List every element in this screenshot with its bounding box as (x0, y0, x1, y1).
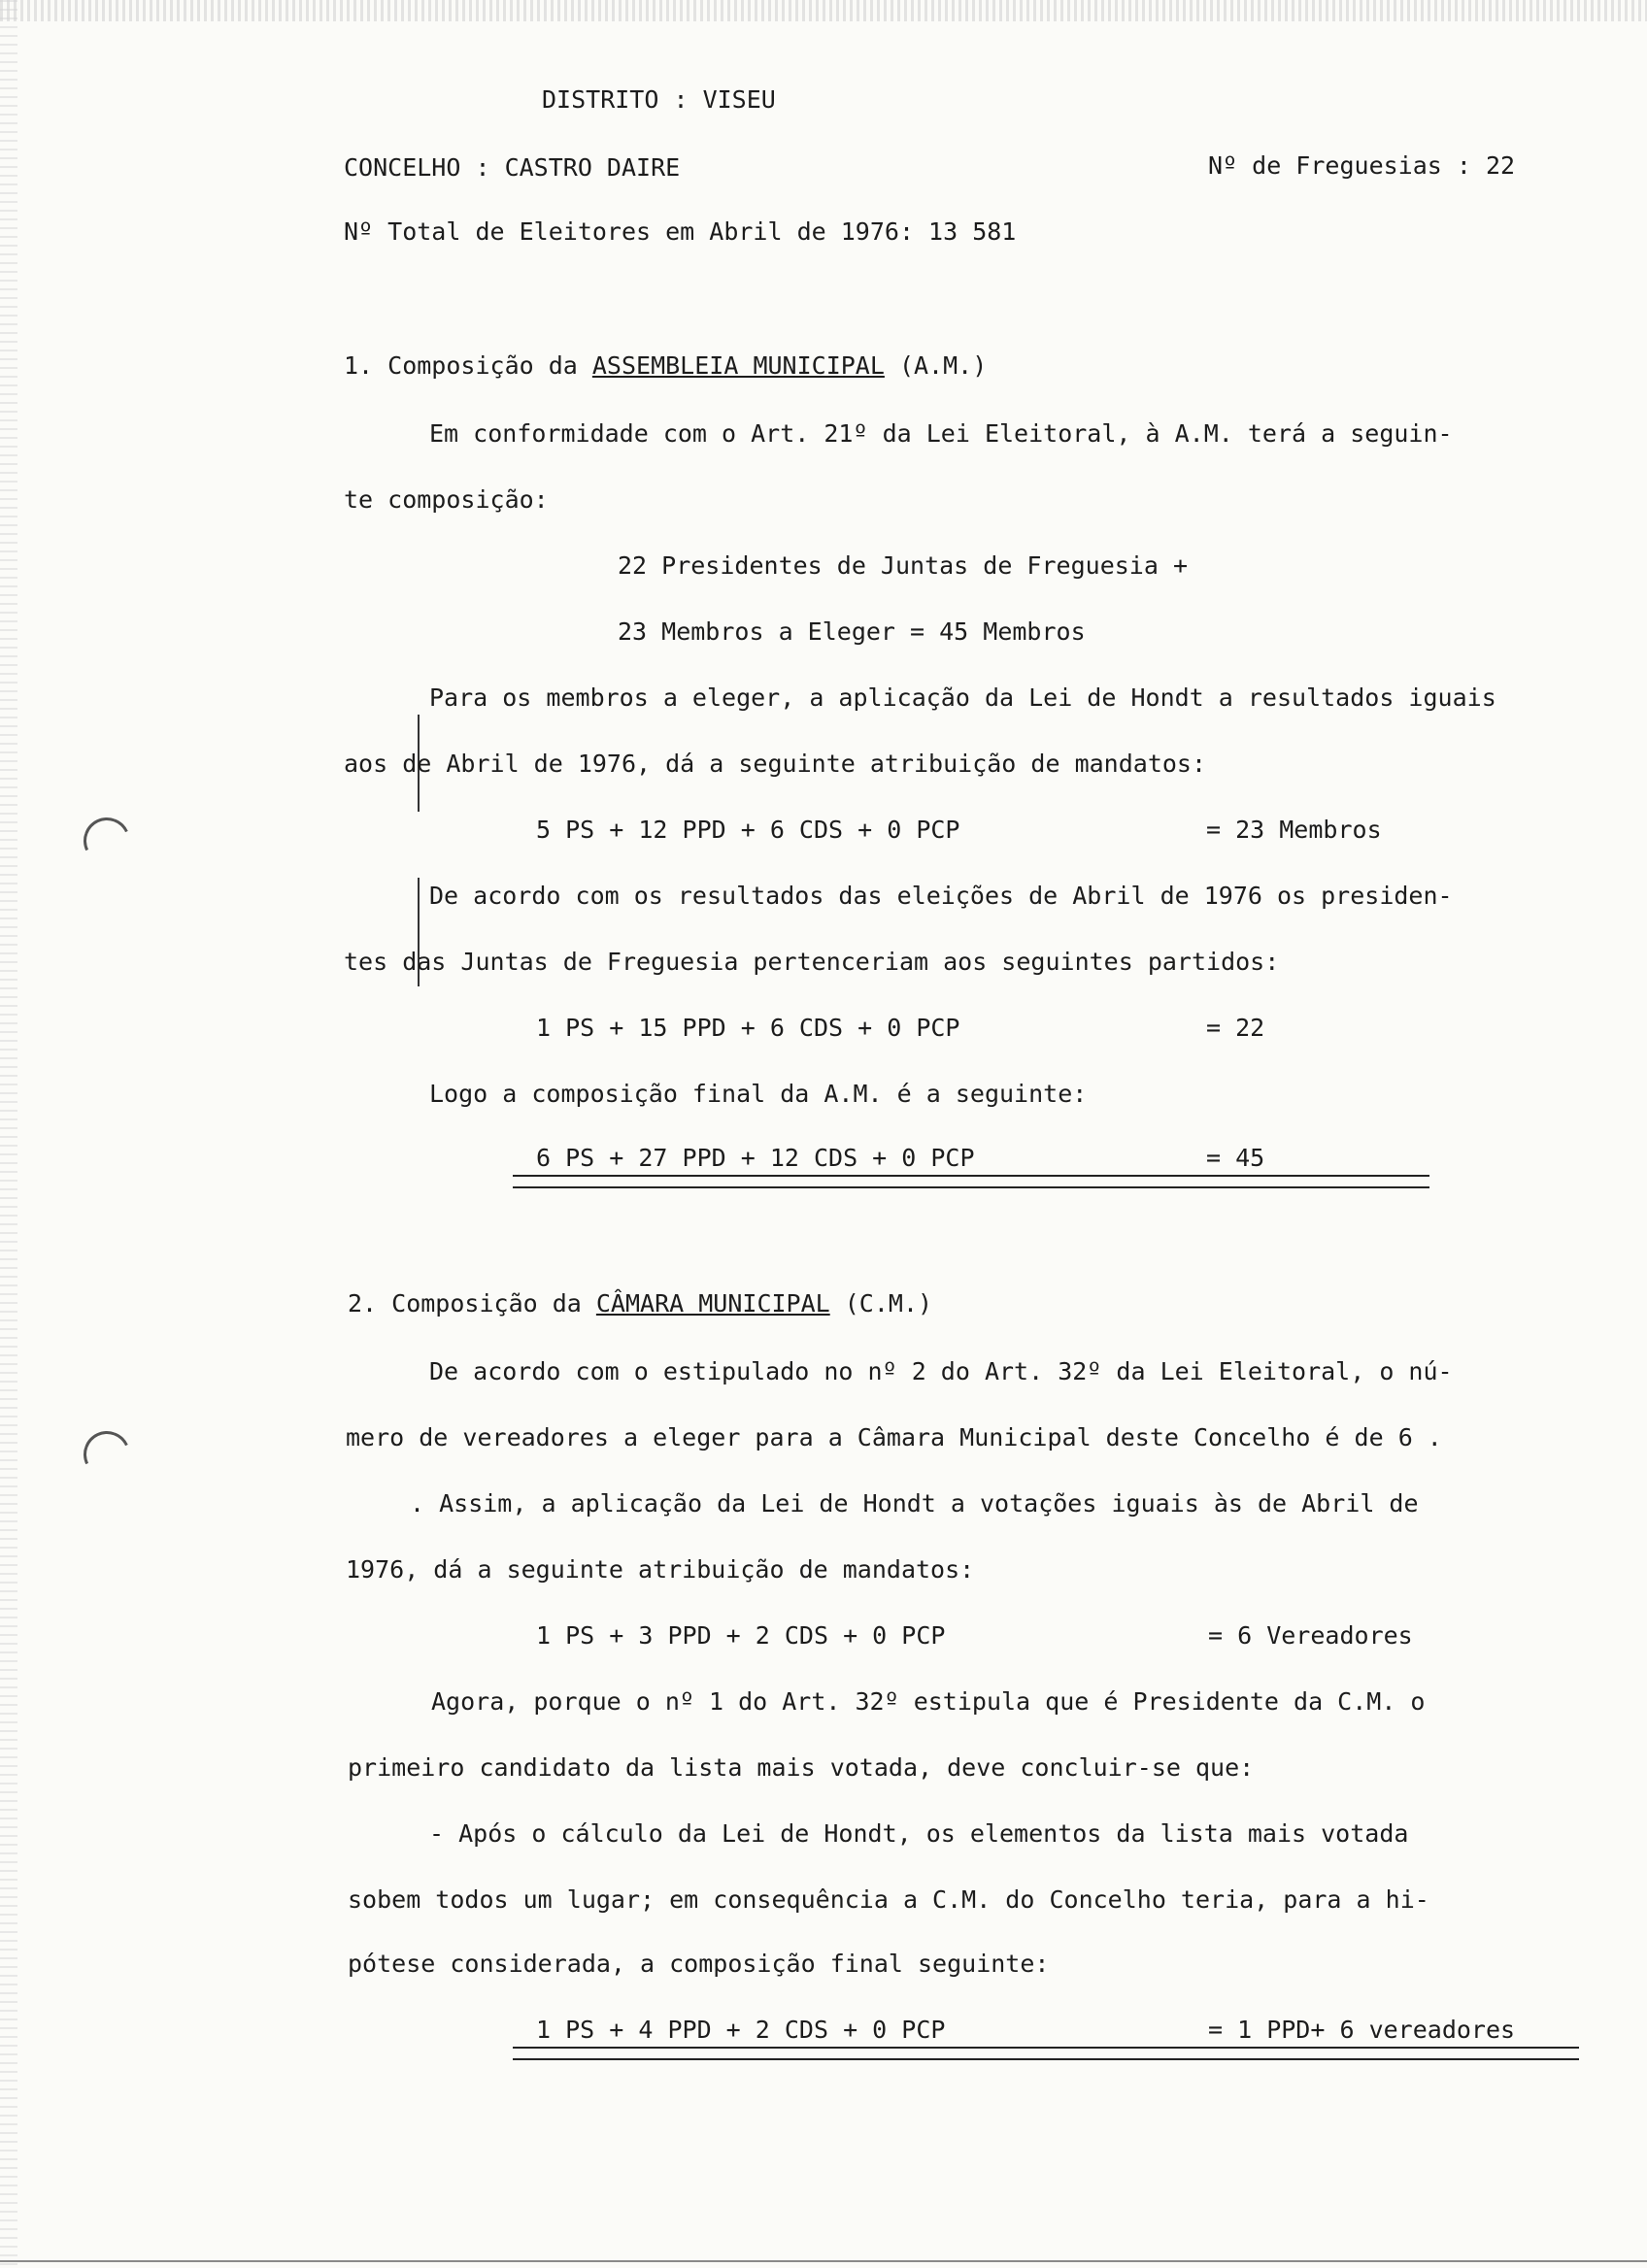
concelho-line: CONCELHO : CASTRO DAIRE (344, 153, 681, 182)
section2-paragraph: De acordo com o estipulado no nº 2 do Art. 32º da Lei Eleitoral, o nú- (429, 1357, 1453, 1385)
final-equation-result: = 1 PPD+ 6 vereadores (1208, 2016, 1516, 2044)
section2-paragraph: . Assim, a aplicação da Lei de Hondt a votações iguais às de Abril de (410, 1489, 1419, 1518)
section1-heading-prefix: 1. Composição da (344, 351, 592, 380)
equation-line: 5 PS + 12 PPD + 6 CDS + 0 PCP (536, 816, 960, 844)
section2-paragraph: mero de vereadores a eleger para a Câmara Municipal deste Concelho é de 6 . (346, 1423, 1442, 1451)
distrito-line: DISTRITO : VISEU (542, 85, 776, 114)
section2-heading-prefix: 2. Composição da (348, 1289, 596, 1317)
section2-paragraph: pótese considerada, a composição final seguinte: (348, 1950, 1050, 1978)
equation-line: 1 PS + 3 PPD + 2 CDS + 0 PCP (536, 1621, 946, 1650)
section2-paragraph: sobem todos um lugar; em consequência a C.M. do Concelho teria, para a hi- (348, 1885, 1429, 1914)
scan-top-edge (0, 0, 1647, 21)
underline-rule (513, 1175, 1429, 1177)
section1-heading-suffix: (A.M.) (884, 351, 988, 380)
equation-line: 1 PS + 15 PPD + 6 CDS + 0 PCP (536, 1014, 960, 1042)
section1-heading-title: ASSEMBLEIA MUNICIPAL (591, 351, 885, 380)
section1-paragraph: te composição: (344, 485, 549, 514)
scan-bottom-edge (0, 2260, 1647, 2262)
freguesias-count: Nº de Freguesias : 22 (1208, 151, 1516, 180)
underline-rule (513, 1186, 1429, 1188)
section2-heading-title: CÂMARA MUNICIPAL (595, 1289, 830, 1317)
equation-result: = 23 Membros (1206, 816, 1382, 844)
total-eleitores: Nº Total de Eleitores em Abril de 1976: 13 581 (344, 217, 1017, 246)
composition-line: 22 Presidentes de Juntas de Freguesia + (618, 551, 1188, 580)
scan-left-edge (0, 0, 17, 2268)
section1-paragraph: De acordo com os resultados das eleições de Abril de 1976 os presiden- (429, 882, 1453, 910)
equation-result: = 22 (1206, 1014, 1265, 1042)
underline-rule (513, 2047, 1579, 2049)
final-equation-line: 6 PS + 27 PPD + 12 CDS + 0 PCP (536, 1144, 975, 1172)
section1-paragraph: aos de Abril de 1976, dá a seguinte atribuição de mandatos: (344, 750, 1207, 778)
section2-paragraph: 1976, dá a seguinte atribuição de mandatos: (346, 1555, 975, 1584)
section1-paragraph: Para os membros a eleger, a aplicação da Lei de Hondt a resultados iguais (429, 684, 1496, 712)
section2-paragraph: Agora, porque o nº 1 do Art. 32º estipula que é Presidente da C.M. o (431, 1687, 1426, 1716)
section2-paragraph: primeiro candidato da lista mais votada, deve concluir-se que: (348, 1753, 1255, 1782)
underline-rule (513, 2058, 1579, 2060)
section1-paragraph: Logo a composição final da A.M. é a seguinte: (429, 1080, 1088, 1108)
section1-heading (344, 351, 987, 380)
section2-heading (348, 1289, 932, 1317)
section1-paragraph: tes das Juntas de Freguesia pertenceriam aos seguintes partidos: (344, 948, 1280, 976)
section2-paragraph: - Após o cálculo da Lei de Hondt, os elementos da lista mais votada (429, 1819, 1409, 1848)
section1-paragraph: Em conformidade com o Art. 21º da Lei Eleitoral, à A.M. terá a seguin- (429, 419, 1453, 448)
final-equation-result: = 45 (1206, 1144, 1265, 1172)
equation-result: = 6 Vereadores (1208, 1621, 1413, 1650)
section2-heading-suffix: (C.M.) (829, 1289, 933, 1317)
composition-line: 23 Membros a Eleger = 45 Membros (618, 617, 1086, 646)
punch-hole-icon (77, 1424, 137, 1484)
final-equation-line: 1 PS + 4 PPD + 2 CDS + 0 PCP (536, 2016, 946, 2044)
punch-hole-icon (77, 811, 137, 871)
